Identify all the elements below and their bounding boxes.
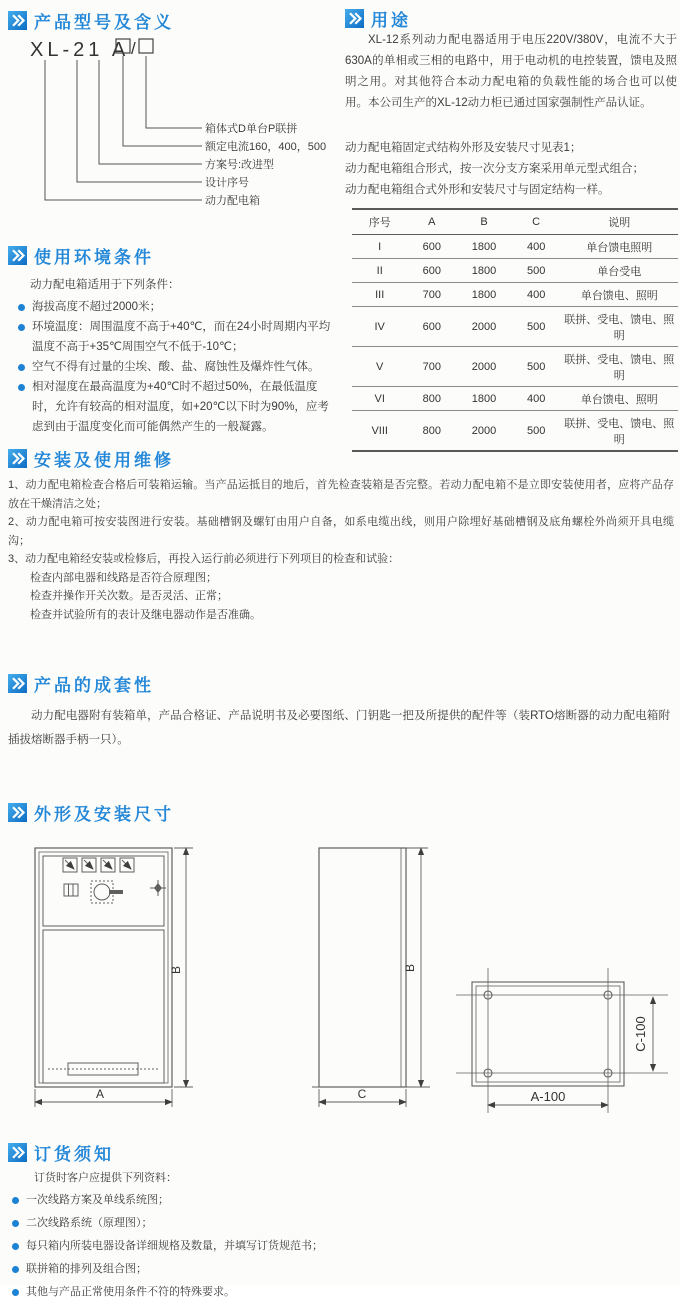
table-cell: 400: [512, 235, 561, 259]
double-chevron-icon: [8, 246, 27, 265]
table-cell: 500: [512, 307, 561, 347]
section-title: 外形及安装尺寸: [34, 805, 174, 824]
usage-paragraph: XL-12系列动力配电器适用于电压220V/380V，电流不大于630A的单相或三相的电路中，用于电动机的电控装置，馈电及照明之用。对其他符合本动力配电箱的负载性能的场合也可以使用。本公司生产的XL-12动力柜已通过国家强制性产品认证。: [345, 34, 677, 109]
plan-depth-label: C-100: [633, 1016, 648, 1052]
double-chevron-icon: [345, 9, 364, 28]
ordering-bullet-list: [11, 1190, 651, 1305]
double-chevron-icon: [8, 803, 27, 822]
table-cell: III: [352, 283, 407, 307]
section-title: 用途: [371, 11, 411, 30]
table-cell: 800: [407, 387, 456, 411]
install-check: 检查并试验所有的表计及继电器动作是否准确。: [30, 608, 261, 621]
table-cell: 600: [407, 235, 456, 259]
section-title: 产品的成套性: [34, 676, 154, 695]
section-header-install: [8, 446, 174, 471]
meter-icons: [63, 858, 134, 872]
table-cell: 1800: [456, 259, 511, 283]
rotary-switch-icon: [91, 881, 123, 903]
model-label: 方案号:改进型: [205, 159, 275, 171]
environment-bullet: 海拔高度不超过2000米；: [17, 297, 339, 317]
usage-note: 动力配电箱固定式结构外形及安装尺寸见表1；: [345, 142, 582, 154]
model-slash: /: [131, 39, 136, 58]
ordering-bullet: 其他与产品正常使用条件不符的特殊要求。: [11, 1282, 651, 1302]
install-check: 检查内部电器和线路是否符合原理图；: [30, 571, 217, 584]
environment-bullet: 环境温度：周围温度不高于+40℃，而在24小时周期内平均温度不高于+35℃周围空气不低于-10℃；: [17, 317, 339, 357]
table-header-cell: A: [407, 209, 456, 235]
model-leader-lines: [45, 56, 202, 200]
ordering-bullet: 每只箱内所装电器设备详细规格及数量，并填写订货规范书；: [11, 1236, 651, 1256]
table-cell: V: [352, 347, 407, 387]
model-label: 额定电流160，400，500: [205, 141, 327, 153]
table-row: [352, 259, 678, 283]
table-header-cell: B: [456, 209, 511, 235]
indicator-icon: [64, 884, 78, 896]
completeness-paragraph: 动力配电器附有装箱单，产品合格证、产品说明书及必要图纸、门钥匙一把及所提供的配件等（装RTO熔断器的动力配电箱附插拔熔断器手柄一只）。: [8, 710, 670, 746]
install-item: 1、动力配电箱检查合格后可装箱运输。当产品运抵目的地后，首先检查装箱是否完整。若动力配电箱不是立即安装使用者，应将产品存放在干燥清洁之处；: [8, 479, 674, 510]
section-title: 订货须知: [34, 1145, 114, 1164]
ordering-bullet: 联拼箱的排列及组合图；: [11, 1259, 651, 1279]
install-item: 2、动力配电箱可按安装图进行安装。基础槽钢及螺钉由用户自备，如系电缆出线，则用户除埋好基础槽钢及底角螺栓外尚须开具电缆沟；: [8, 516, 674, 547]
table-cell: I: [352, 235, 407, 259]
mounting-holes: [484, 991, 612, 1077]
table-header-cell: C: [512, 209, 561, 235]
usage-note: 动力配电箱组合形式，按一次分支方案采用单元型式组合；: [345, 163, 644, 175]
ordering-bullet: 二次线路系统（原理图）；: [11, 1213, 651, 1233]
dimension-table: [352, 208, 678, 452]
model-label: 箱体式D单台P联拼: [205, 123, 298, 135]
table-cell: VIII: [371, 424, 388, 437]
environment-intro: 动力配电箱适用于下列条件：: [30, 279, 180, 291]
model-box-2: [139, 39, 153, 53]
table-cell: II: [352, 259, 407, 283]
section-header-model: [8, 8, 174, 33]
side-depth-label: C: [357, 1087, 367, 1101]
double-chevron-icon: [8, 674, 27, 693]
table-header-cell: 说明: [561, 209, 678, 235]
table-cell: 1800: [456, 387, 511, 411]
section-header-environment: [8, 243, 154, 268]
usage-notes: [345, 138, 679, 201]
table-cell: 400: [512, 387, 561, 411]
table-row: [352, 283, 678, 307]
double-chevron-icon: [8, 11, 27, 30]
front-height-label: B: [169, 965, 183, 975]
table-cell: 1800: [456, 235, 511, 259]
section-header-dimensions: [8, 800, 174, 825]
environment-bullet-list: [17, 297, 339, 437]
table-cell: 联拼、受电、馈电、照明: [561, 307, 678, 347]
table-cell: 单台受电: [561, 259, 678, 283]
plan-width-label: A-100: [530, 1089, 566, 1104]
section-header-usage: [345, 6, 411, 31]
ordering-intro: 订货时客户应提供下列资料：: [34, 1172, 177, 1184]
table-cell: 700: [407, 347, 456, 387]
table-header-cell: 序号: [352, 209, 407, 235]
environment-bullet: 相对湿度在最高温度为+40℃时不超过50%，在最低温度时，允许有较高的相对温度，如+20℃以下时为90%，应考虑到由于温度变化而可能偶然产生的一般凝露。: [17, 377, 339, 437]
table-cell: 2000: [456, 307, 511, 347]
front-width-label: A: [95, 1087, 105, 1101]
install-check: 检查并操作开关次数。是否灵活、正常；: [30, 590, 228, 602]
table-cell: 单台馈电、照明: [561, 283, 678, 307]
side-height-label: B: [403, 963, 417, 973]
usage-note: 动力配电箱组合式外形和安装尺寸与固定结构一样。: [345, 184, 610, 196]
table-cell: 2000: [456, 347, 511, 387]
table-cell: IV: [352, 307, 407, 347]
table-cell: 1800: [456, 283, 511, 307]
table-row: [352, 347, 678, 387]
model-diagram: [20, 32, 350, 214]
table-row: [352, 307, 678, 347]
table-cell: 600: [407, 259, 456, 283]
side-view-drawing: [312, 848, 430, 1107]
section-title: 安装及使用维修: [34, 451, 174, 470]
double-chevron-icon: [8, 1143, 27, 1162]
cable-slot: [48, 1063, 158, 1075]
section-title: 使用环境条件: [34, 248, 154, 267]
table-cell: 500: [512, 259, 561, 283]
table-cell: 500: [512, 347, 561, 387]
section-header-completeness: [8, 671, 154, 696]
section-header-ordering: [8, 1140, 114, 1165]
section-title: 产品型号及含义: [34, 13, 174, 32]
table-row: [352, 387, 678, 411]
table-row: [352, 411, 678, 452]
install-instructions: [8, 476, 674, 624]
table-cell: 600: [407, 307, 456, 347]
table-cell: 联拼、受电、馈电、照明: [564, 417, 675, 446]
dimension-drawings: [0, 835, 680, 1135]
model-label: 设计序号: [205, 177, 249, 189]
table-cell: 单台馈电、照明: [561, 387, 678, 411]
table-header-row: [352, 209, 678, 235]
table-cell: 单台馈电照明: [561, 235, 678, 259]
front-view-drawing: [35, 848, 193, 1107]
table-cell: 联拼、受电、馈电、照明: [561, 347, 678, 387]
table-cell: 2000: [471, 424, 497, 437]
table-cell: 500: [526, 424, 546, 437]
table-row: [352, 235, 678, 259]
table-cell: 400: [512, 283, 561, 307]
table-cell: 700: [407, 283, 456, 307]
model-code: XL-21 A: [30, 39, 130, 61]
model-label: 动力配电箱: [205, 195, 260, 207]
environment-bullet: 空气不得有过量的尘埃、酸、盐、腐蚀性及爆炸性气体。: [17, 357, 339, 377]
ordering-bullet: 一次线路方案及单线系统图；: [11, 1190, 651, 1210]
install-item: 3、动力配电箱经安装或检修后，再投入运行前必须进行下列项目的检查和试验：: [8, 553, 400, 565]
table-cell: VI: [352, 387, 407, 411]
double-chevron-icon: [8, 449, 27, 468]
table-cell: 800: [422, 424, 442, 437]
